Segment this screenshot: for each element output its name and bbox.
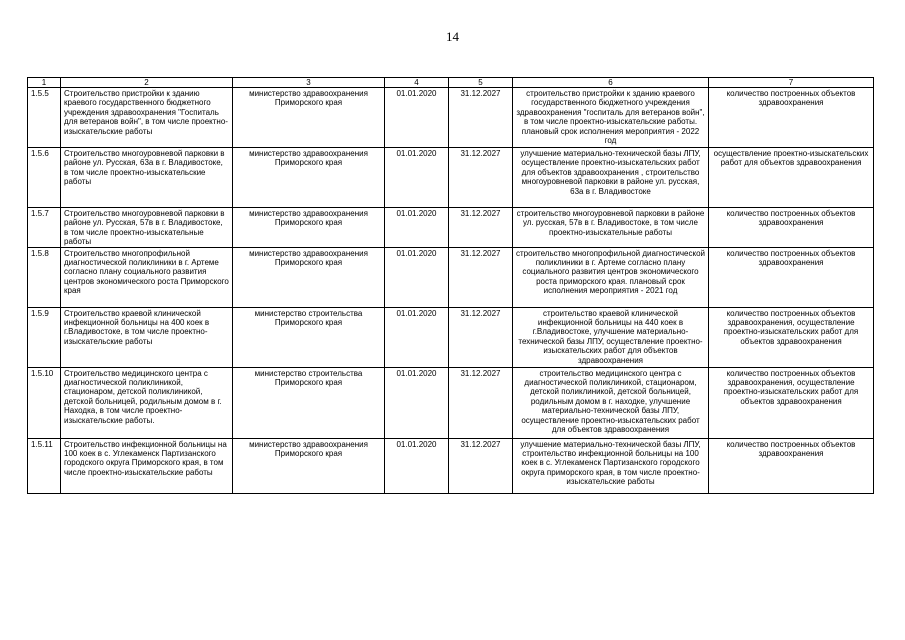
measure-name: Строительство многопрофильной диагностической поликлиники в г. Артеме согласно плану социального развития центров экономического роста Приморского края	[61, 247, 233, 307]
executor: министерство строительства Приморского края	[233, 367, 385, 438]
indicator: количество построенных объектов здравоохранения	[709, 88, 874, 148]
end-date: 31.12.2027	[449, 307, 513, 367]
indicator: осуществление проектно-изыскательских работ для объектов здравоохранения	[709, 148, 874, 208]
executor: министерство здравоохранения Приморского края	[233, 247, 385, 307]
measure-name: Строительство пристройки к зданию краевого государственного бюджетного учреждения здравоохранения "Госпиталь для ветеранов войн", в том числе проектно-изыскательские работы	[61, 88, 233, 148]
column-header-6: 6	[513, 78, 709, 88]
indicator: количество построенных объектов здравоохранения	[709, 438, 874, 493]
expected-result: улучшение материально-технической базы ЛПУ, строительство инфекционной больницы на 100 коек в с. Углекаменск Партизанского городского округа приморского края, в том числе проектно-изыскательские работы	[513, 438, 709, 493]
column-header-7: 7	[709, 78, 874, 88]
start-date: 01.01.2020	[385, 148, 449, 208]
measure-name: Строительство медицинского центра с диагностической поликлиникой, стационаром, детской поликлиникой, детской больницей, родильным домом в г. Находка, в том числе проектно-изыскательские работы.	[61, 367, 233, 438]
start-date: 01.01.2020	[385, 438, 449, 493]
page-number: 14	[446, 29, 459, 44]
start-date: 01.01.2020	[385, 247, 449, 307]
expected-result: строительство многопрофильной диагностической поликлиники в г. Артеме согласно плану социального развития центров экономического роста приморского края. плановый срок исполнения мероприятия - 2021 год	[513, 247, 709, 307]
end-date: 31.12.2027	[449, 438, 513, 493]
column-header-4: 4	[385, 78, 449, 88]
end-date: 31.12.2027	[449, 88, 513, 148]
expected-result: строительство многоуровневой парковки в районе ул. русская, 57в в г. Владивостоке, в том числе проектно-изыскательные работы	[513, 208, 709, 248]
end-date: 31.12.2027	[449, 208, 513, 248]
executor: министерство здравоохранения Приморского края	[233, 438, 385, 493]
start-date: 01.01.2020	[385, 88, 449, 148]
executor: министерство здравоохранения Приморского края	[233, 88, 385, 148]
measures-table	[27, 77, 874, 494]
indicator: количество построенных объектов здравоохранения, осуществление проектно-изыскательских работ для объектов здравоохранения	[709, 307, 874, 367]
end-date: 31.12.2027	[449, 247, 513, 307]
row-number: 1.5.9	[28, 307, 61, 367]
indicator: количество построенных объектов здравоохранения	[709, 247, 874, 307]
column-header-1: 1	[28, 78, 61, 88]
column-header-3: 3	[233, 78, 385, 88]
end-date: 31.12.2027	[449, 148, 513, 208]
table-row	[28, 438, 874, 493]
expected-result: строительство пристройки к зданию краевого государственного бюджетного учреждения здравоохранения "госпиталь для ветеранов войн", в том числе проектно-изыскательские работы. плановый срок исполнения мероприятия - 2022 год	[513, 88, 709, 148]
table-row	[28, 367, 874, 438]
start-date: 01.01.2020	[385, 208, 449, 248]
table-header-row	[28, 78, 874, 88]
table-row	[28, 247, 874, 307]
executor: министерство здравоохранения Приморского края	[233, 148, 385, 208]
column-header-2: 2	[61, 78, 233, 88]
expected-result: строительство медицинского центра с диагностической поликлиникой, стационаром, детской поликлиникой, детской больницей, родильным домом в г. находке, улучшение материально-технической базы ЛПУ, осуществление проектно-изыскательских работ для объектов здравоохранения	[513, 367, 709, 438]
table-row	[28, 88, 874, 148]
table-row	[28, 208, 874, 248]
row-number: 1.5.6	[28, 148, 61, 208]
measure-name: Строительство многоуровневой парковки в районе ул. Русская, 63а в г. Владивостоке, в том числе проектно-изыскательские работы	[61, 148, 233, 208]
row-number: 1.5.11	[28, 438, 61, 493]
start-date: 01.01.2020	[385, 367, 449, 438]
row-number: 1.5.5	[28, 88, 61, 148]
executor: министерство здравоохранения Приморского края	[233, 208, 385, 248]
table-row	[28, 148, 874, 208]
measure-name: Строительство инфекционной больницы на 100 коек в с. Углекаменск Партизанского городского округа Приморского края, в том числе проектно-изыскательские работы	[61, 438, 233, 493]
row-number: 1.5.7	[28, 208, 61, 248]
measure-name: Строительство многоуровневой парковки в районе ул. Русская, 57в в г. Владивостоке, в том числе проектно-изыскательные работы	[61, 208, 233, 248]
expected-result: строительство краевой клинической инфекционной больницы на 440 коек в г.Владивостоке, улучшение материально-технической базы ЛПУ, осуществление проектно-изыскательских работ для объектов здравоохранения	[513, 307, 709, 367]
end-date: 31.12.2027	[449, 367, 513, 438]
indicator: количество построенных объектов здравоохранения	[709, 208, 874, 248]
row-number: 1.5.8	[28, 247, 61, 307]
start-date: 01.01.2020	[385, 307, 449, 367]
executor: министерство строительства Приморского края	[233, 307, 385, 367]
table-row	[28, 307, 874, 367]
expected-result: улучшение материально-технической базы ЛПУ, осуществление проектно-изыскательских работ для объектов здравоохранения , строительство многоуровневой парковки в районе ул. русская, 63а в г. Владивостоке	[513, 148, 709, 208]
indicator: количество построенных объектов здравоохранения, осуществление проектно-изыскательских работ для объектов здравоохранения	[709, 367, 874, 438]
row-number: 1.5.10	[28, 367, 61, 438]
column-header-5: 5	[449, 78, 513, 88]
measure-name: Строительство краевой клинической инфекционной больницы на 400 коек в г.Владивостоке, в том числе проектно-изыскательские работы	[61, 307, 233, 367]
